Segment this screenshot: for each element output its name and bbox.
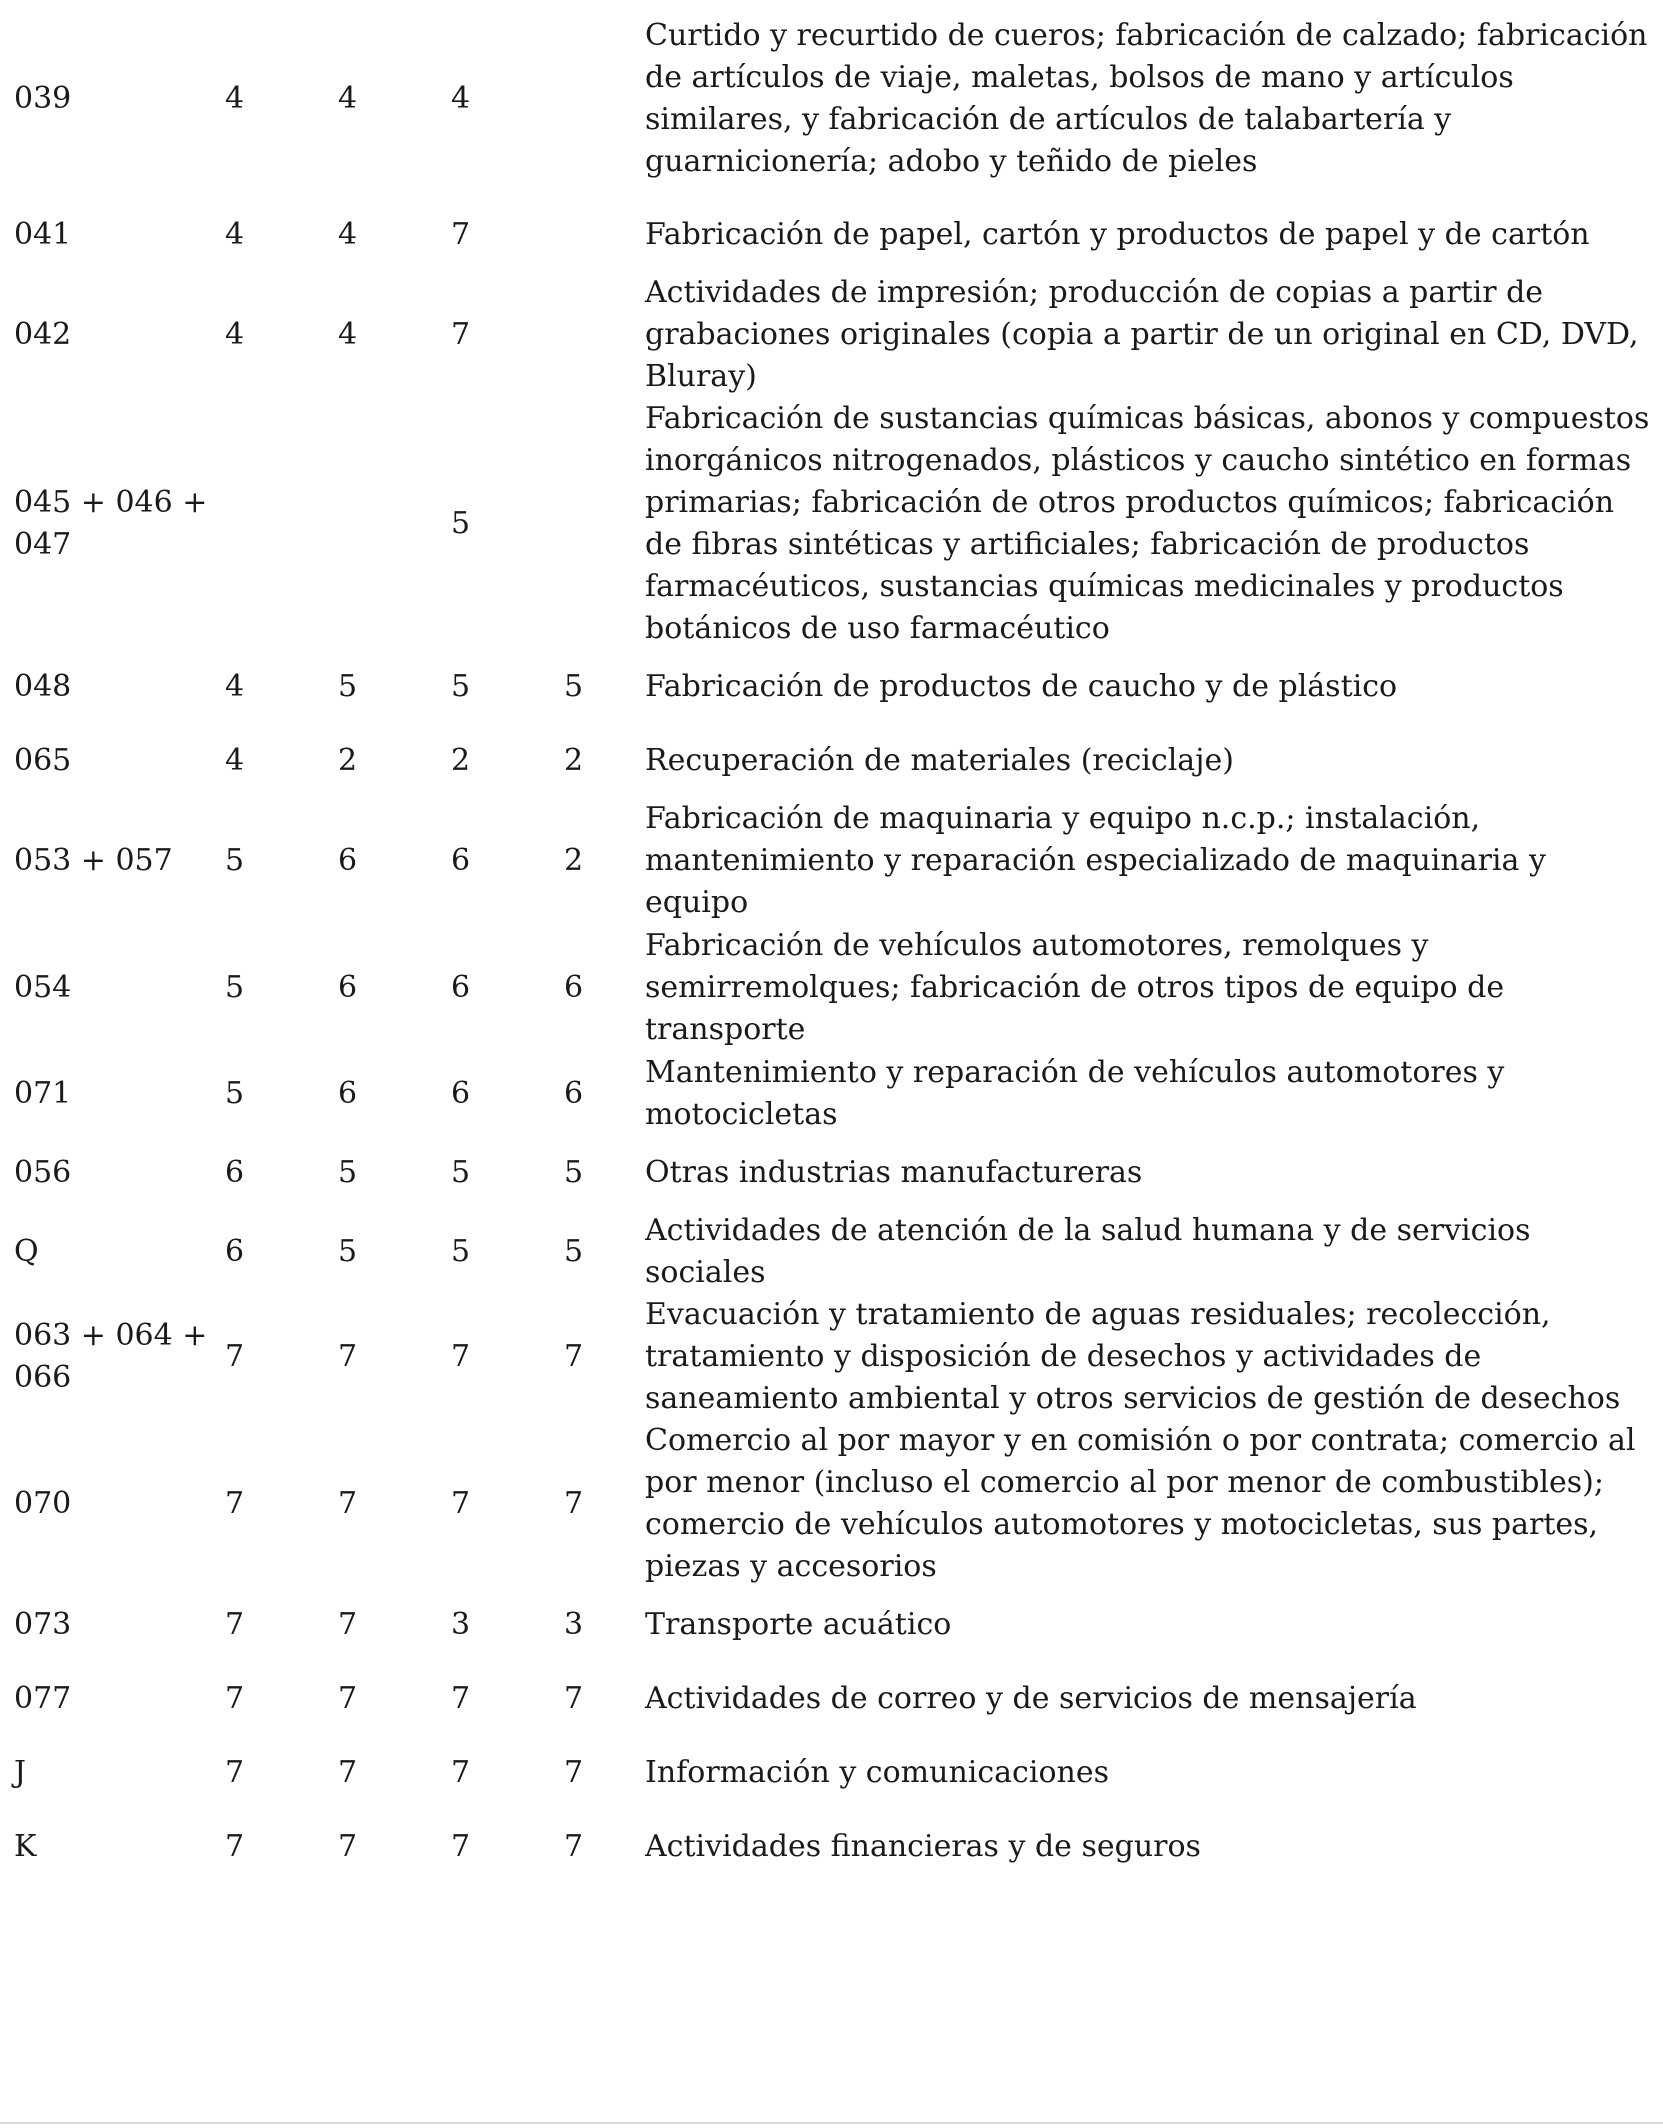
row-code: J (14, 1755, 27, 1790)
row-value-3: 2 (451, 743, 471, 778)
row-value-4: 6 (564, 1075, 584, 1111)
row-value-1: 5 (225, 843, 245, 878)
row-value-2: 7 (338, 1486, 358, 1521)
row-code: 063 + 064 + 066 (14, 1318, 208, 1395)
table-row (0, 198, 1663, 272)
table-row (0, 1294, 1663, 1420)
row-value-4: 6 (564, 969, 584, 1005)
row-value-1: 7 (225, 1607, 245, 1642)
row-value-1 (225, 398, 338, 650)
table-row (0, 398, 1663, 650)
row-description: Actividades de impresión; producción de copias a partir de grabaciones originales (copia a partir de un original en CD, DVD, Bluray) (645, 275, 1639, 394)
row-value-2: 4 (338, 217, 358, 252)
row-value-1: 7 (225, 1755, 245, 1790)
row-value-2: 5 (338, 1155, 358, 1190)
row-value-1: 6 (225, 1155, 245, 1190)
row-description: Recuperación de materiales (reciclaje) (645, 743, 1234, 778)
row-value-1: 7 (225, 1829, 245, 1864)
row-value-3: 5 (451, 669, 471, 704)
row-value-4: 5 (564, 1234, 584, 1269)
table-row (0, 1420, 1663, 1588)
row-code: 045 + 046 + 047 (14, 485, 208, 562)
row-value-3: 7 (451, 1755, 471, 1790)
row-description: Mantenimiento y reparación de vehículos automotores y motocicletas (645, 1054, 1505, 1132)
row-description: Evacuación y tratamiento de aguas residuales; recolección, tratamiento y disposición de desechos y actividades de saneamiento ambiental y otros servicios de gestión de desechos (645, 1297, 1621, 1416)
row-code: 056 (14, 1155, 72, 1190)
table-row (0, 724, 1663, 798)
row-value-2: 7 (338, 1755, 358, 1790)
row-value-1: 5 (225, 1075, 245, 1111)
row-value-3: 6 (451, 843, 471, 878)
table-row (0, 1051, 1663, 1136)
row-code: 039 (14, 81, 72, 116)
row-value-2: 7 (338, 1681, 358, 1716)
row-description: Transporte acuático (645, 1607, 952, 1642)
row-description: Comercio al por mayor y en comisión o por contrata; comercio al por menor (incluso el comercio al por menor de combustibles); comercio de vehículos automotores y motocicletas, sus partes, piezas y accesorios (645, 1423, 1636, 1584)
row-code: 070 (14, 1486, 72, 1521)
row-value-2: 4 (338, 81, 358, 116)
table-row (0, 1210, 1663, 1294)
row-value-1: 5 (225, 969, 245, 1005)
row-value-1: 7 (225, 1681, 245, 1716)
row-description: Fabricación de sustancias químicas básicas, abonos y compuestos inorgánicos nitrogenados, plásticos y caucho sintético en formas primarias; fabricación de otros productos químicos; fabricación de fibras sintéticas y artificiales; fabricación de productos farmacéuticos, sustancias químicas medicinales y productos botánicos de uso farmacéutico (645, 401, 1650, 646)
table-row (0, 1810, 1663, 1884)
row-value-3: 7 (451, 1681, 471, 1716)
table-row (0, 272, 1663, 398)
table-row (0, 650, 1663, 724)
table-row (0, 1588, 1663, 1662)
row-value-4: 7 (564, 1339, 584, 1374)
row-value-4 (564, 198, 645, 272)
row-value-2: 5 (338, 669, 358, 704)
row-description: Fabricación de vehículos automotores, remolques y semirremolques; fabricación de otros tipos de equipo de transporte (645, 927, 1505, 1047)
row-value-2: 6 (338, 969, 358, 1005)
row-value-2: 2 (338, 743, 358, 778)
bottom-divider (0, 2122, 1663, 2124)
row-value-2: 4 (338, 317, 358, 352)
row-code: 042 (14, 317, 72, 352)
row-code: 048 (14, 669, 72, 704)
row-value-3: 6 (451, 969, 471, 1005)
row-value-1: 6 (225, 1234, 245, 1269)
row-value-2: 7 (338, 1339, 358, 1374)
row-value-2: 6 (338, 843, 358, 878)
row-value-4: 5 (564, 1155, 584, 1190)
row-value-4: 7 (564, 1486, 584, 1521)
table-row (0, 1736, 1663, 1810)
row-value-3: 7 (451, 1829, 471, 1864)
row-value-4 (564, 272, 645, 398)
row-value-3: 7 (451, 1339, 471, 1374)
row-value-1: 4 (225, 81, 245, 116)
table-row (0, 1662, 1663, 1736)
row-value-4: 7 (564, 1755, 584, 1790)
row-value-4: 3 (564, 1607, 584, 1642)
row-description: Actividades de correo y de servicios de mensajería (645, 1681, 1417, 1716)
row-value-2: 5 (338, 1234, 358, 1269)
row-value-3: 3 (451, 1607, 471, 1642)
row-value-2: 6 (338, 1075, 358, 1111)
row-value-3: 7 (451, 1486, 471, 1521)
row-code: K (14, 1829, 37, 1864)
row-value-3: 7 (451, 217, 471, 252)
row-value-3: 5 (451, 506, 471, 541)
table-row (0, 1136, 1663, 1210)
row-code: 073 (14, 1607, 72, 1642)
table-row (0, 0, 1663, 198)
row-value-3: 7 (451, 317, 471, 352)
row-description: Fabricación de papel, cartón y productos de papel y de cartón (645, 217, 1590, 252)
row-code: 053 + 057 (14, 843, 173, 878)
row-code: Q (14, 1234, 39, 1269)
row-code: 041 (14, 217, 72, 252)
row-value-2: 7 (338, 1607, 358, 1642)
row-value-4: 2 (564, 843, 584, 878)
row-value-1: 4 (225, 317, 245, 352)
row-value-1: 7 (225, 1339, 245, 1374)
table-row (0, 798, 1663, 924)
row-value-1: 4 (225, 669, 245, 704)
row-description: Actividades de atención de la salud humana y de servicios sociales (645, 1213, 1531, 1290)
row-description: Fabricación de productos de caucho y de plástico (645, 669, 1398, 704)
row-value-4 (564, 398, 645, 650)
row-value-1: 7 (225, 1486, 245, 1521)
row-description: Otras industrias manufactureras (645, 1155, 1143, 1190)
row-description: Fabricación de maquinaria y equipo n.c.p.; instalación, mantenimiento y reparación especializado de maquinaria y equipo (645, 801, 1546, 920)
row-value-4: 7 (564, 1829, 584, 1864)
row-value-2: 7 (338, 1829, 358, 1864)
row-value-3: 5 (451, 1234, 471, 1269)
row-value-1: 4 (225, 217, 245, 252)
row-code: 065 (14, 743, 72, 778)
row-code: 077 (14, 1681, 72, 1716)
row-code: 054 (14, 969, 72, 1005)
row-description: Información y comunicaciones (645, 1755, 1109, 1790)
row-value-1: 4 (225, 743, 245, 778)
row-value-4 (564, 0, 645, 198)
row-value-4: 7 (564, 1681, 584, 1716)
row-value-3: 5 (451, 1155, 471, 1190)
row-code: 071 (14, 1075, 72, 1111)
row-value-4: 5 (564, 669, 584, 704)
row-value-4: 2 (564, 743, 584, 778)
row-value-3: 6 (451, 1075, 471, 1111)
row-description: Actividades financieras y de seguros (645, 1829, 1201, 1864)
row-description: Curtido y recurtido de cueros; fabricación de calzado; fabricación de artículos de viaje, maletas, bolsos de mano y artículos similares, y fabricación de artículos de talabartería y guarnicionería; adobo y teñido de pieles (645, 18, 1648, 179)
row-value-2 (338, 398, 451, 650)
row-value-3: 4 (451, 81, 471, 116)
table-row (0, 924, 1663, 1051)
